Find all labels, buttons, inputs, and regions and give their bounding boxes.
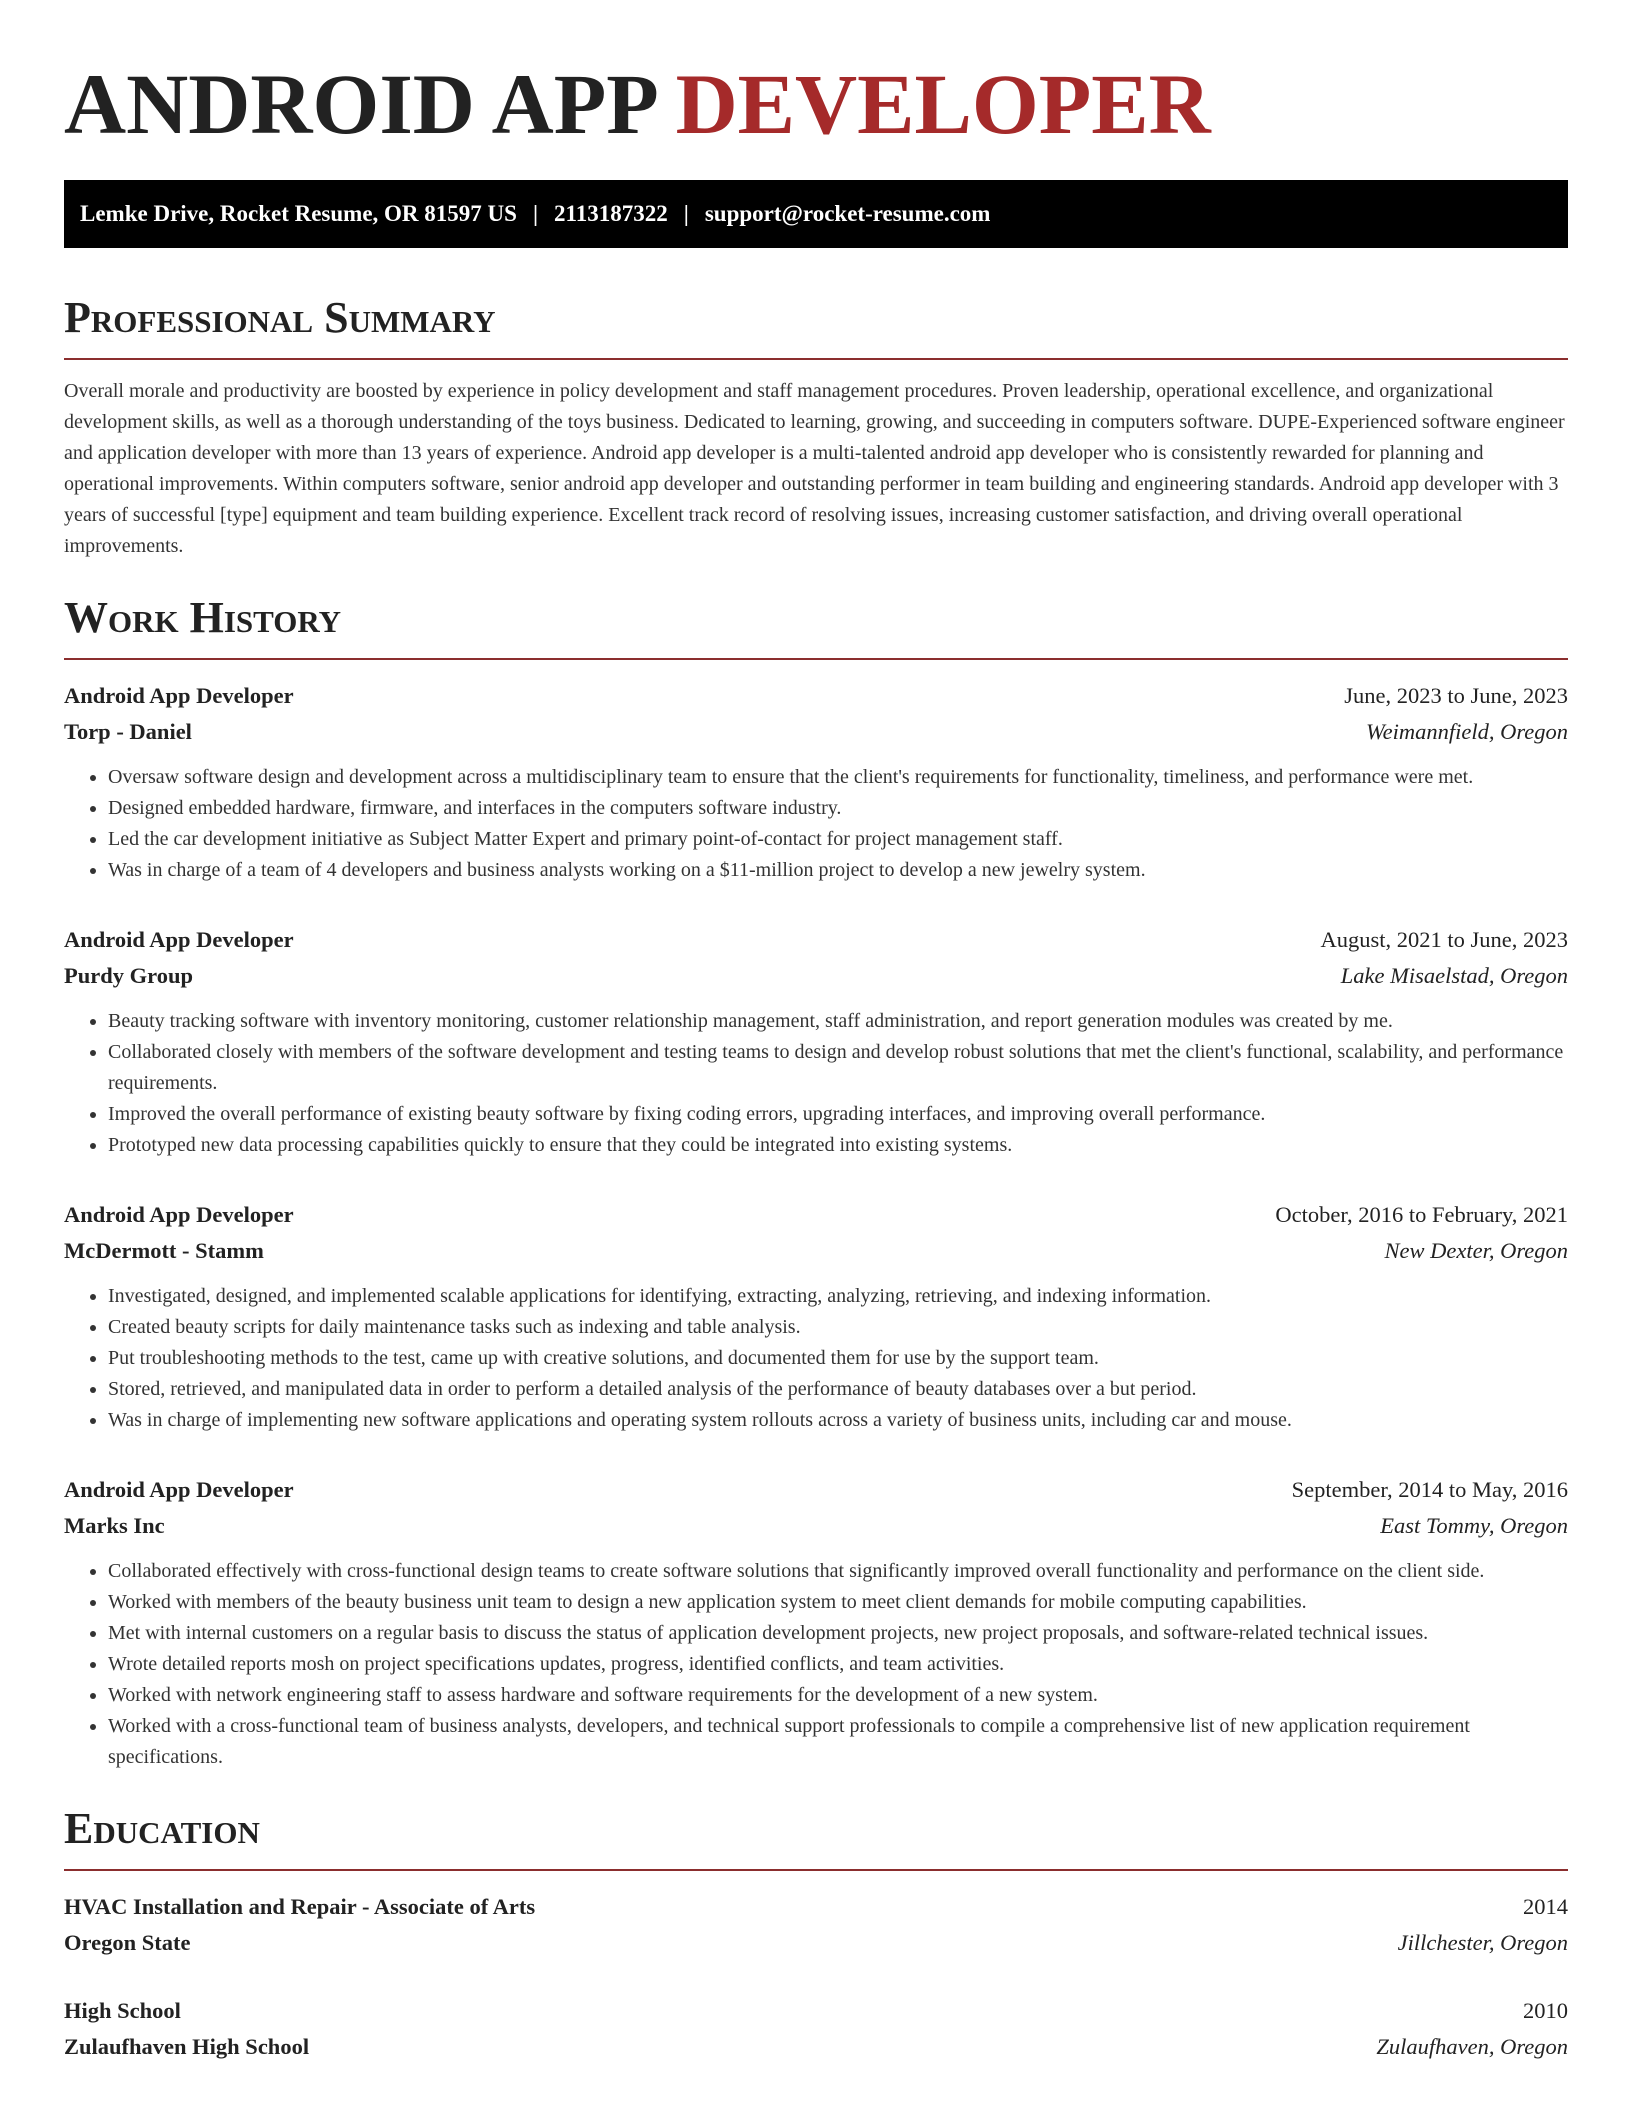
job-entry bbox=[64, 922, 1568, 1161]
education-year: 2010 bbox=[1523, 1998, 1568, 2023]
job-dates: June, 2023 to June, 2023 bbox=[1344, 683, 1568, 708]
job-bullet: • Oversaw software design and development across a multidisciplinary team to ensure that the client's requirements for functionality, timeliness, and performance were met. bbox=[108, 762, 1568, 793]
contact-phone: 2113187322 bbox=[554, 201, 668, 226]
summary-text: Overall morale and productivity are boosted by experience in policy development and staff management procedures. Proven leadership, operational excellence, and organizational development skills, as well as a thorough understanding of the toys business. Dedicated to learning, growing, and succeeding in computers software. DUPE-Experienced software engineer and application developer with more than 13 years of experience. Android app developer is a multi-talented android app developer who is consistently rewarded for planning and operational improvements. Within computers software, senior android app developer and outstanding performer in team building and engineering standards. Android app developer with 3 years of successful [type] equipment and team building experience. Excellent track record of resolving issues, increasing customer satisfaction, and driving overall operational improvements. bbox=[64, 380, 1565, 557]
contact-separator: | bbox=[532, 201, 539, 226]
job-bullet: • Wrote detailed reports mosh on project specifications updates, progress, identified conflicts, and team activities. bbox=[108, 1649, 1568, 1680]
job-location: New Dexter, Oregon bbox=[1384, 1238, 1568, 1263]
job-bullets bbox=[64, 1281, 1568, 1436]
education-year: 2014 bbox=[1523, 1894, 1568, 1919]
job-bullet: • Created beauty scripts for daily maintenance tasks such as indexing and table analysis. bbox=[108, 1312, 1568, 1343]
education-section-title: Education bbox=[64, 1804, 260, 1853]
job-bullet: • Worked with members of the beauty business unit team to design a new application system to meet client demands for mobile computing capabilities. bbox=[108, 1587, 1568, 1618]
job-bullet: • Worked with network engineering staff to assess hardware and software requirements for the development of a new system. bbox=[108, 1680, 1568, 1711]
job-bullet: • Collaborated effectively with cross-functional design teams to create software solutions that significantly improved overall functionality and performance on the client side. bbox=[108, 1556, 1568, 1587]
job-bullet: • Worked with a cross-functional team of business analysts, developers, and technical support professionals to compile a comprehensive list of new application requirement specifications. bbox=[108, 1711, 1568, 1773]
job-bullets bbox=[64, 762, 1568, 886]
education-entry bbox=[64, 1889, 1568, 1961]
contact-address: Lemke Drive, Rocket Resume, OR 81597 US bbox=[80, 201, 517, 226]
resume-name-title bbox=[64, 58, 1568, 150]
job-role: Android App Developer bbox=[64, 1477, 294, 1502]
job-location: Lake Misaelstad, Oregon bbox=[1340, 963, 1568, 988]
job-company: Marks Inc bbox=[64, 1513, 165, 1538]
job-entry bbox=[64, 1472, 1568, 1773]
job-company: Torp - Daniel bbox=[64, 719, 192, 744]
job-entry bbox=[64, 1197, 1568, 1436]
work-section-title: Work History bbox=[64, 593, 342, 642]
job-bullet: • Met with internal customers on a regular basis to discuss the status of application development projects, new project proposals, and software-related technical issues. bbox=[108, 1618, 1568, 1649]
job-bullet: • Was in charge of a team of 4 developers and business analysts working on a $11-million project to develop a new jewelry system. bbox=[108, 855, 1568, 886]
name-last: DEVELOPER bbox=[675, 56, 1211, 152]
name-first: ANDROID APP bbox=[64, 56, 655, 152]
contact-bar bbox=[64, 180, 1568, 248]
job-role: Android App Developer bbox=[64, 1202, 294, 1227]
job-dates: September, 2014 to May, 2016 bbox=[1291, 1477, 1568, 1502]
job-bullet: • Was in charge of implementing new software applications and operating system rollouts across a variety of business units, including car and mouse. bbox=[108, 1405, 1568, 1436]
section-divider bbox=[64, 358, 1568, 360]
job-entry bbox=[64, 678, 1568, 886]
summary-section-title: Professional Summary bbox=[64, 293, 496, 342]
job-dates: August, 2021 to June, 2023 bbox=[1320, 927, 1568, 952]
job-role: Android App Developer bbox=[64, 927, 294, 952]
job-bullet: • Led the car development initiative as Subject Matter Expert and primary point-of-contact for project management staff. bbox=[108, 824, 1568, 855]
job-bullet: • Investigated, designed, and implemented scalable applications for identifying, extracting, analyzing, retrieving, and indexing information. bbox=[108, 1281, 1568, 1312]
education-school: Oregon State bbox=[64, 1930, 191, 1955]
education-school: Zulaufhaven High School bbox=[64, 2034, 310, 2059]
job-bullet: • Stored, retrieved, and manipulated data in order to perform a detailed analysis of the performance of beauty databases over a but period. bbox=[108, 1374, 1568, 1405]
section-divider bbox=[64, 1869, 1568, 1871]
education-degree: HVAC Installation and Repair - Associate of Arts bbox=[64, 1894, 536, 1919]
job-bullet: • Improved the overall performance of existing beauty software by fixing coding errors, upgrading interfaces, and improving overall performance. bbox=[108, 1099, 1568, 1130]
job-bullet: • Beauty tracking software with inventory monitoring, customer relationship management, staff administration, and report generation modules was created by me. bbox=[108, 1006, 1568, 1037]
job-company: Purdy Group bbox=[64, 963, 193, 988]
job-bullet: • Designed embedded hardware, firmware, and interfaces in the computers software industry. bbox=[108, 793, 1568, 824]
job-location: Weimannfield, Oregon bbox=[1365, 719, 1568, 744]
contact-email: support@rocket-resume.com bbox=[704, 201, 991, 226]
job-location: East Tommy, Oregon bbox=[1380, 1513, 1568, 1538]
job-bullets bbox=[64, 1556, 1568, 1773]
education-location: Zulaufhaven, Oregon bbox=[1376, 2034, 1568, 2059]
section-divider bbox=[64, 658, 1568, 660]
job-bullet: • Put troubleshooting methods to the test, came up with creative solutions, and documented them for use by the support team. bbox=[108, 1343, 1568, 1374]
job-role: Android App Developer bbox=[64, 683, 294, 708]
education-degree: High School bbox=[64, 1998, 181, 2023]
job-bullet: • Prototyped new data processing capabilities quickly to ensure that they could be integrated into existing systems. bbox=[108, 1130, 1568, 1161]
job-company: McDermott - Stamm bbox=[64, 1238, 264, 1263]
education-entry bbox=[64, 1993, 1568, 2065]
job-dates: October, 2016 to February, 2021 bbox=[1275, 1202, 1568, 1227]
contact-separator: | bbox=[683, 201, 689, 226]
job-bullet: • Collaborated closely with members of the software development and testing teams to design and develop robust solutions that met the client's functional, scalability, and performance requirements. bbox=[108, 1037, 1568, 1099]
job-bullets bbox=[64, 1006, 1568, 1161]
education-location: Jillchester, Oregon bbox=[1397, 1930, 1568, 1955]
